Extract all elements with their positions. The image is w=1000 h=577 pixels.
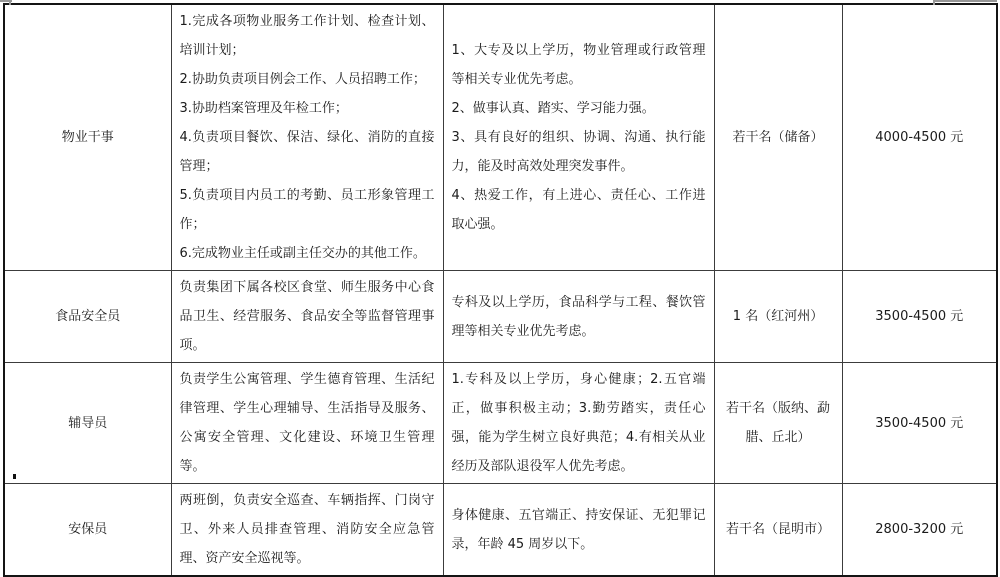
- duties-cell: [171, 363, 443, 484]
- requirements-cell: [443, 484, 714, 577]
- requirement-paragraph: 4、热爱工作，有上进心、责任心、工作进取心强。: [451, 188, 706, 232]
- duty-paragraph: 4.负责项目餐饮、保洁、绿化、消防的直接管理；: [179, 130, 435, 174]
- cropped-text-mark-bottom-left: [13, 474, 16, 479]
- position-cell: 物业干事: [4, 4, 171, 271]
- position-cell: 辅导员: [4, 363, 171, 484]
- duty-paragraph: 3.协助档案管理及年检工作；: [179, 101, 348, 116]
- duties-cell: [171, 484, 443, 577]
- table-row: [4, 363, 997, 484]
- requirement-paragraph: 3、具有良好的组织、协调、沟通、执行能力，能及时高效处理突发事件。: [451, 130, 706, 174]
- requirement-paragraph: 1、大专及以上学历，物业管理或行政管理等相关专业优先考虑。: [451, 43, 706, 87]
- salary-cell: 2800-3200 元: [842, 484, 997, 577]
- salary-cell: 4000-4500 元: [842, 4, 997, 271]
- salary-cell: 3500-4500 元: [842, 363, 997, 484]
- position-cell: 食品安全员: [4, 271, 171, 363]
- duty-paragraph: 5.负责项目内员工的考勤、员工形象管理工作；: [179, 188, 435, 232]
- requirement-paragraph: 专科及以上学历，食品科学与工程、餐饮管理等相关专业优先考虑。: [451, 294, 706, 339]
- job-rows: [4, 4, 997, 576]
- duty-paragraph: 2.协助负责项目例会工作、人员招聘工作；: [179, 72, 426, 87]
- headcount-cell: 1 名（红河州）: [714, 271, 842, 363]
- duty-paragraph: 负责学生公寓管理、学生德育管理、生活纪律管理、学生心理辅导、生活指导及服务、公寓安全管理、文化建设、环境卫生管理等。: [179, 372, 435, 474]
- headcount-cell: 若干名（储备）: [714, 4, 842, 271]
- duty-paragraph: 6.完成物业主任或副主任交办的其他工作。: [179, 246, 426, 261]
- job-positions-table: [3, 3, 998, 577]
- duties-cell: [171, 4, 443, 271]
- position-cell: 安保员: [4, 484, 171, 577]
- requirements-cell: [443, 363, 714, 484]
- requirement-paragraph: 1.专科及以上学历，身心健康；2.五官端正，做事积极主动；3.勤劳踏实，责任心强，能为学生树立良好典范；4.有相关从业经历及部队退役军人优先考虑。: [451, 372, 706, 474]
- cropped-row-border-top-right: [933, 0, 997, 2]
- table-row: [4, 4, 997, 271]
- duty-paragraph: 两班倒，负责安全巡查、车辆指挥、门岗守卫、外来人员排查管理、消防安全应急管理、资产安全巡视等。: [179, 493, 435, 566]
- cropped-row-divider-top-left: [9, 0, 11, 5]
- duties-cell: [171, 271, 443, 363]
- requirements-cell: [443, 271, 714, 363]
- salary-cell: 3500-4500 元: [842, 271, 997, 363]
- cropped-row-divider-top-right: [933, 0, 935, 5]
- duty-paragraph: 1.完成各项物业服务工作计划、检查计划、培训计划；: [179, 14, 435, 58]
- requirements-cell: [443, 4, 714, 271]
- headcount-cell: 若干名（昆明市）: [714, 484, 842, 577]
- duty-paragraph: 负责集团下属各校区食堂、师生服务中心食品卫生、经营服务、食品安全等监督管理事项。: [179, 280, 435, 353]
- headcount-cell: 若干名（版纳、勐腊、丘北）: [714, 363, 842, 484]
- table-row: [4, 484, 997, 577]
- table-row: [4, 271, 997, 363]
- requirement-paragraph: 身体健康、五官端正、持安保证、无犯罪记录，年龄 45 周岁以下。: [451, 507, 706, 552]
- requirement-paragraph: 2、做事认真、踏实、学习能力强。: [451, 101, 655, 116]
